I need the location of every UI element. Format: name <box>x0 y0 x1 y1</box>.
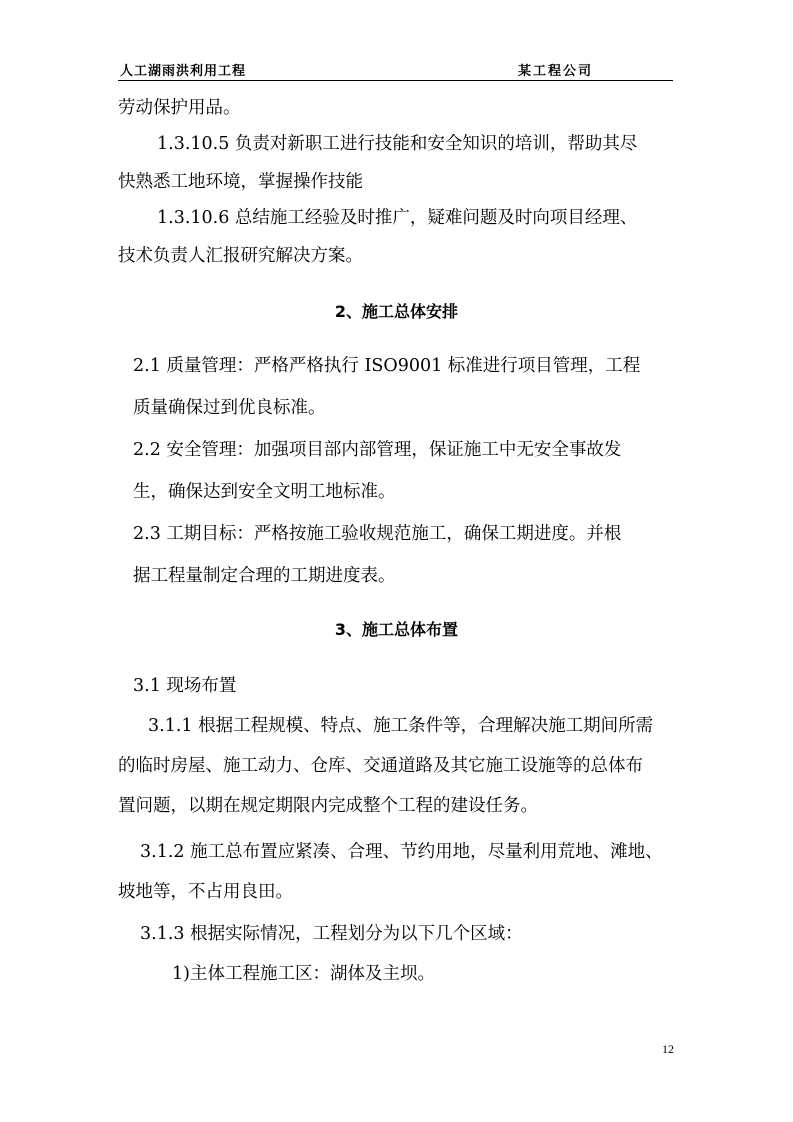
body-line: 劳动保护用品。 <box>118 98 241 118</box>
section-heading: 2、施工总体安排 <box>334 302 459 321</box>
body-line: 坡地等，不占用良田。 <box>118 882 293 902</box>
page-header <box>118 60 673 80</box>
body-line: 的临时房屋、施工动力、仓库、交通道路及其它施工设施等的总体布 <box>118 756 643 776</box>
body-line: 置问题，以期在规定期限内完成整个工程的建设任务。 <box>118 796 538 816</box>
body-line: 3.1.2 施工总布置应紧凑、合理、节约用地，尽量利用荒地、滩地、 <box>140 842 663 862</box>
header-divider <box>118 80 673 81</box>
body-line: 2.2 安全管理：加强项目部内部管理，保证施工中无安全事故发 <box>133 440 622 460</box>
body-line: 技术负责人汇报研究解决方案。 <box>118 246 363 266</box>
page-number: 12 <box>662 1042 674 1056</box>
body-line: 2.1 质量管理：严格严格执行 ISO9001 标准进行项目管理，工程 <box>133 356 641 376</box>
body-line: 2.3 工期目标：严格按施工验收规范施工，确保工期进度。并根 <box>133 524 622 544</box>
body-line: 1.3.10.5 负责对新职工进行技能和安全知识的培训，帮助其尽 <box>157 134 638 154</box>
body-line: 3.1 现场布置 <box>133 676 237 696</box>
header-project-title: 人工湖雨洪利用工程 <box>120 64 247 79</box>
body-line: 快熟悉工地环境，掌握操作技能 <box>118 172 363 192</box>
body-line: 生，确保达到安全文明工地标准。 <box>133 482 396 502</box>
section-heading: 3、施工总体布置 <box>334 620 459 639</box>
body-line: 据工程量制定合理的工期进度表。 <box>133 566 396 586</box>
header-company-name: 某工程公司 <box>518 64 594 79</box>
list-item: 1)主体工程施工区：湖体及主坝。 <box>172 964 435 984</box>
body-line: 1.3.10.6 总结施工经验及时推广，疑难问题及时向项目经理、 <box>157 208 638 228</box>
body-line: 3.1.3 根据实际情况，工程划分为以下几个区域： <box>140 924 523 944</box>
body-line: 3.1.1 根据工程规模、特点、施工条件等，合理解决施工期间所需 <box>148 716 654 736</box>
body-line: 质量确保过到优良标准。 <box>133 398 326 418</box>
